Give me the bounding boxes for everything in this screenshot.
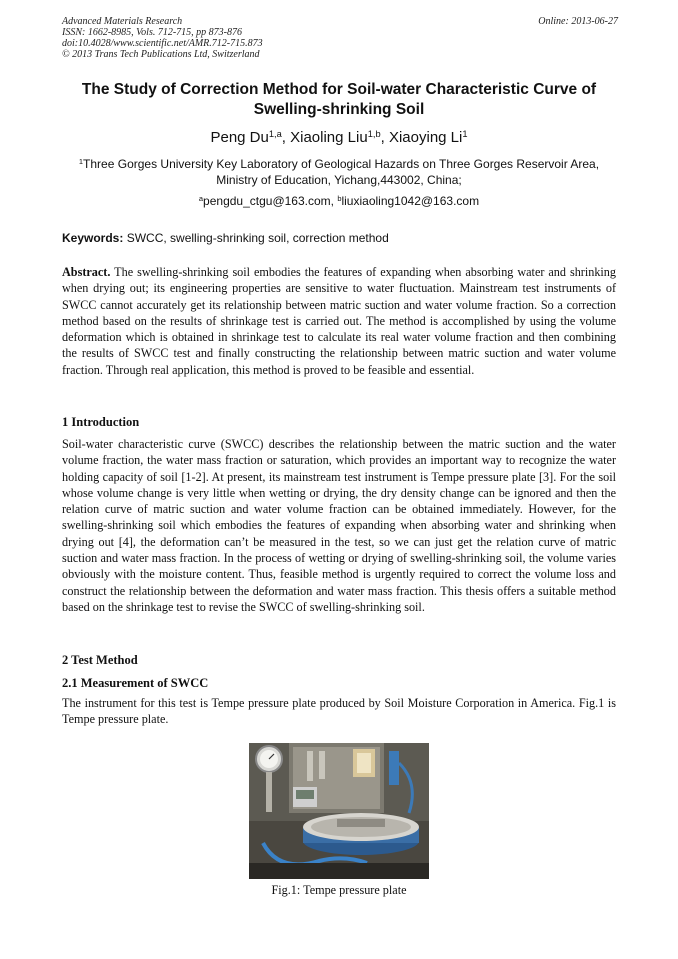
email-sup-b: b — [337, 193, 342, 203]
affiliation-line-1: Three Gorges University Key Laboratory of Geological Hazards on Three Gorges Reservoir Area, — [83, 157, 600, 171]
copyright-line: © 2013 Trans Tech Publications Ltd, Switzerland — [62, 49, 260, 60]
online-date: Online: 2013-06-27 — [538, 16, 618, 27]
email-b[interactable]: liuxiaoling1042@163.com — [341, 194, 480, 208]
title-line-2: Swelling-shrinking Soil — [253, 101, 425, 118]
author-emails — [62, 193, 616, 209]
author-sup: 1,b — [367, 128, 381, 139]
author-list: Peng Du$^{1,a}$, Xiaoling Liu$^{1,b}$, Xiaoying Li$^1$ — [210, 128, 468, 146]
affiliation — [62, 156, 616, 188]
tempe-pressure-plate-photo — [249, 743, 429, 879]
introduction-text: Soil-water characteristic curve (SWCC) describes the relationship between the matric suction and the water volume fraction, the water mass fraction or saturation, which provides an important way to recognize the water holding capacity of soil [1-2]. At present, its mainstream test instrument is Tempe pressure plate [3]. For the soil whose volume change is very little when wetting or drying, the dry density change can be ignored and then the relation curve of matric suction and water volume fraction can be obtained immediately. However, for the swelling-shrinking soil which embodies the features of expanding when absorbing water and shrinking when drying out [4], the deformation can’t be measured in the test, so we can just get the relation curve of matric suction and water mass fraction. In the process of wetting or drying of swelling-shrinking soil, the volume varies obviously with the moisture content. Thus, feasible method is urgently required to correct the volume loss and construct the relationship between the deformation and water mass fraction. This thesis offers a suitable method based on the shrinkage test to revise the SWCC of swelling-shrinking soil. — [62, 437, 616, 614]
affiliation-sup: 1 — [78, 156, 84, 166]
email-a[interactable]: pengdu_ctgu@163.com, — [203, 194, 338, 208]
figure-tempe-pressure-plate — [249, 743, 429, 879]
author-name: Xiaoling Liu — [290, 129, 368, 146]
abstract-label: Abstract. — [62, 265, 111, 279]
author-sup: 1,a — [268, 128, 282, 139]
author-sup: 1 — [462, 128, 468, 139]
issn-line: ISSN: 1662-8985, Vols. 712-715, pp 873-876 — [62, 27, 242, 38]
journal-name: Advanced Materials Research — [62, 16, 183, 27]
email-sup-a: a — [198, 193, 204, 203]
title-line-1: The Study of Correction Method for Soil-water Characteristic Curve of — [81, 81, 597, 98]
abstract-text: The swelling-shrinking soil embodies the features of expanding when absorbing water and shrinking when drying out; its engineering properties are sensitive to water fluctuation. Mainstream test instruments of SWCC cannot accurately get its relationship between matric suction and water volume fraction. So a correction method based on the results of shrinkage test is carried out. The method is accomplished by using the volume deformation which is obtained in shrinkage test to calculate its real water volume fraction and then combining the results of SWCC test and finally constructing the relationship between matric suction and water volume fraction. Through real application, this method is proved to be feasible and essential. — [62, 265, 616, 377]
journal-header — [62, 16, 618, 60]
section-heading-test-method: 2 Test Method — [62, 653, 138, 667]
paper-title — [62, 80, 616, 120]
author-name: Xiaoying Li — [388, 129, 463, 146]
author-name: Peng Du — [210, 129, 269, 146]
section-heading-introduction: 1 Introduction — [62, 415, 140, 429]
keywords-text: SWCC, swelling-shrinking soil, correction method — [123, 231, 389, 245]
keywords — [62, 230, 616, 246]
test-method-text: The instrument for this test is Tempe pressure plate produced by Soil Moisture Corporation in America. Fig.1 is Tempe pressure plate. — [62, 696, 616, 727]
subsection-heading-swcc: 2.1 Measurement of SWCC — [62, 676, 209, 690]
doi-line: doi:10.4028/www.scientific.net/AMR.712-715.873 — [62, 38, 263, 49]
figure-caption: Fig.1: Tempe pressure plate — [271, 883, 407, 897]
affiliation-line-2: Ministry of Education, Yichang,443002, China; — [216, 173, 462, 187]
keywords-label: Keywords: — [62, 231, 124, 245]
abstract — [62, 264, 616, 378]
